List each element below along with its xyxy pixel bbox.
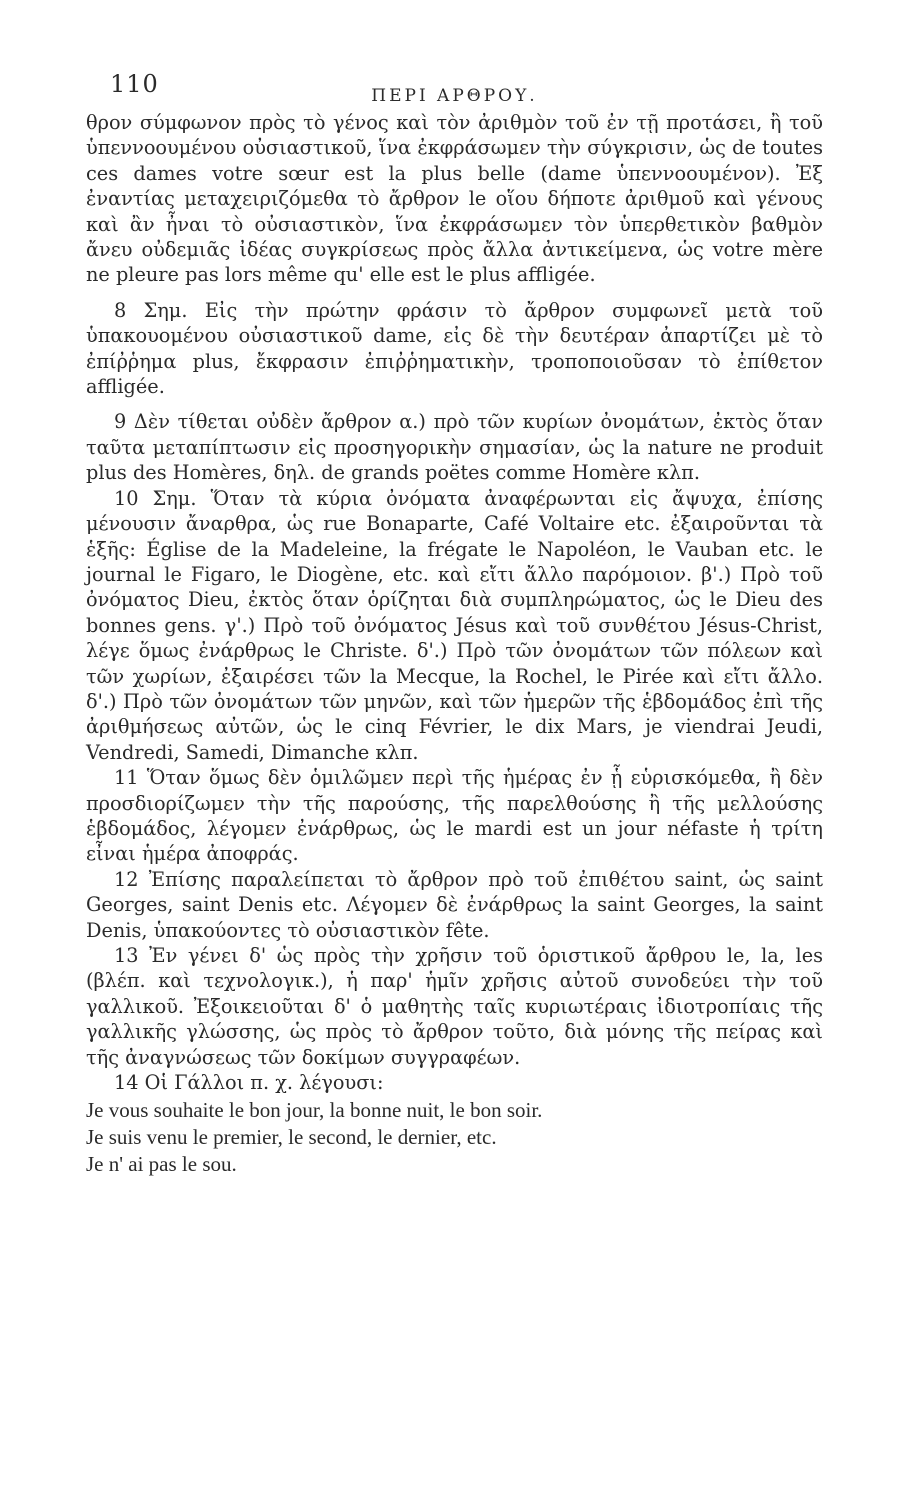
paragraph-8: 8 Σημ. Εἰς τὴν πρώτην φράσιν τὸ ἄρθρον συμφωνεῖ μετὰ τοῦ ὑπακουομένου οὐσιαστικοῦ dame, εἰς δὲ τὴν δευτέραν ἀπαρτίζει μὲ τὸ ἐπίῤῥημα plus, ἔκφρασιν ἐπιῤῥηματικὴν, τροποποιοῦσαν τὸ ἐπίθετον affligée. <box>86 298 823 399</box>
example-line: Je vous souhaite le bon jour, la bonne nuit, le bon soir. <box>86 1098 543 1123</box>
french-examples <box>86 1097 823 1178</box>
paragraph-9: 9 Δὲν τίθεται οὐδὲν ἄρθρον α.) πρὸ τῶν κυρίων ὀνομάτων, ἐκτὸς ὅταν ταῦτα μεταπίπτωσιν εἰς προσηγορικὴν σημασίαν, ὡς la nature ne produit plus des Homères, δηλ. de grands poëtes comme Homère κλπ. <box>86 410 823 485</box>
paragraph-13: 13 Ἐν γένει δ' ὡς πρὸς τὴν χρῆσιν τοῦ ὁριστικοῦ ἄρθρου le, la, les (βλέπ. καὶ τεχνολογικ.), ἡ παρ' ἡμῖν χρῆσις αὐτοῦ συνοδεύει τὴν τοῦ γαλλικοῦ. Ἐξοικειοῦται δ' ὁ μαθητὴς ταῖς κυριωτέραις ἰδιοτροπίαις τῆς γαλλικῆς γλώσσης, ὡς πρὸς τὸ ἄρθρον τοῦτο, διὰ μόνης τῆς πείρας καὶ τῆς ἀναγνώσεως τῶν δοκίμων συγγραφέων. <box>86 944 823 1069</box>
paragraph-11: 11 Ὅταν ὅμως δὲν ὁμιλῶμεν περὶ τῆς ἡμέρας ἐν ᾗ εὑρισκόμεθα, ἢ δὲν προσδιορίζωμεν τὴν τῆς παρούσης, τῆς παρελθούσης ἢ τῆς μελλούσης ἑβδομάδος, λέγομεν ἐνάρθρως, ὡς le mardi est un jour néfaste ἡ τρίτη εἶναι ἡμέρα ἀποφράς. <box>86 766 823 866</box>
running-head: ΠΕΡΙ ΑΡΘΡΟΥ. <box>371 86 538 106</box>
page-number: 110 <box>110 70 159 98</box>
paragraph-10: 10 Σημ. Ὅταν τὰ κύρια ὀνόματα ἀναφέρωνται εἰς ἄψυχα, ἐπίσης μένουσιν ἄναρθρα, ὡς rue Bonaparte, Café Voltaire etc. ἐξαιροῦνται τὰ ἑξῆς: Église de la Madeleine, la frégate le Napoléon, le Vauban etc. le journal le Figaro, le Diogène, etc. καὶ εἴτι ἄλλο παρόμοιον. β'.) Πρὸ τοῦ ὀνόματος Dieu, ἐκτὸς ὅταν ὁρίζηται διὰ συμπληρώματος, ὡς le Dieu des bonnes gens. γ'.) Πρὸ τοῦ ὀνόματος Jésus καὶ τοῦ συνθέτου Jésus-Christ, λέγε ὅμως ἐνάρθρως le Christe. δ'.) Πρὸ τῶν ὀνομάτων τῶν πόλεων καὶ τῶν χωρίων, ἐξαιρέσει τῶν la Mecque, la Rochel, le Pirée καὶ εἴτι ἄλλο. δ'.) Πρὸ τῶν ὀνομάτων τῶν μηνῶν, καὶ τῶν ἡμερῶν τῆς ἑβδομάδος ἐπὶ τῆς ἀριθμήσεως αὐτῶν, ὡς le cinq Février, le dix Mars, je viendrai Jeudi, Vendredi, Samedi, Dimanche κλπ. <box>86 486 823 764</box>
paragraph-12: 12 Ἐπίσης παραλείπεται τὸ ἄρθρον πρὸ τοῦ ἐπιθέτου saint, ὡς saint Georges, saint Denis etc. Λέγομεν δὲ ἐνάρθρως la saint Georges, la saint Denis, ὑπακούοντες τὸ οὐσιαστικὸν fête. <box>86 867 823 942</box>
paragraph-14: 14 Οἱ Γάλλοι π. χ. λέγουσι: <box>114 1071 384 1095</box>
example-line: Je suis venu le premier, le second, le dernier, etc. <box>86 1125 497 1150</box>
paragraph-continuation: θρον σύμφωνον πρὸς τὸ γένος καὶ τὸν ἀριθμὸν τοῦ ἐν τῇ προτάσει, ἢ τοῦ ὑπεννοουμένου οὐσιαστικοῦ, ἵνα ἐκφράσωμεν τὴν σύγκρισιν, ὡς de toutes ces dames votre sœur est la plus belle (dame ὑπεννοουμένον). Ἐξ ἐναντίας μεταχειριζόμεθα τὸ ἄρθρον le οἵου δήποτε ἀριθμοῦ καὶ γένους καὶ ἂν ἦναι τὸ οὐσιαστικὸν, ἵνα ἐκφράσωμεν τὸν ὑπερθετικὸν βαθμὸν ἄνευ οὐδεμιᾶς ἰδέας συγκρίσεως πρὸς ἄλλα ἀντικείμενα, ὡς votre mère ne pleure pas lors même qu' elle est le plus affligée. <box>86 111 823 287</box>
example-line: Je n' ai pas le sou. <box>86 1152 237 1177</box>
page-header <box>86 62 823 106</box>
body-text <box>86 110 823 1095</box>
